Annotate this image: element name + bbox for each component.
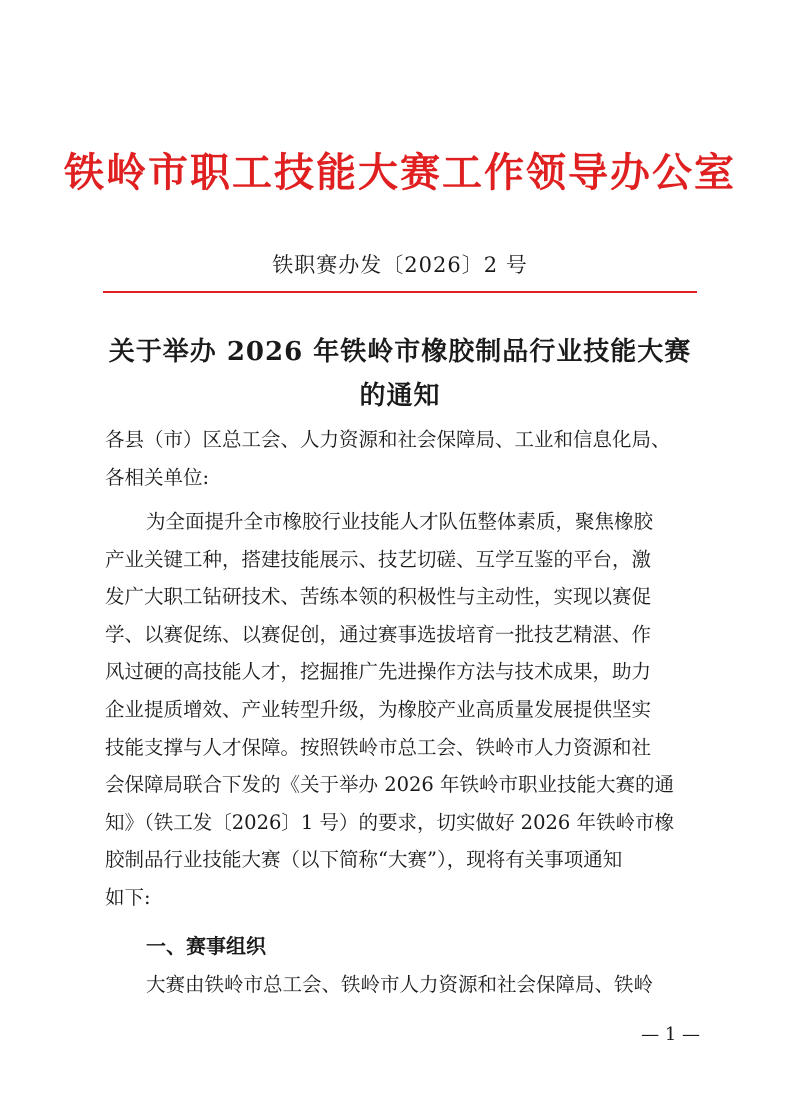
paragraph-line: 知》（铁工发〔2026〕1 号）的要求，切实做好 2026 年铁岭市橡 [105,810,675,834]
addressee-block [105,421,699,496]
paragraph-line: 学、以赛促练、以赛促创，通过赛事选拔培育一批技艺精湛、作 [105,622,652,646]
paragraph-line: 企业提质增效、产业转型升级，为橡胶产业高质量发展提供坚实 [105,697,652,721]
addressee-line: 各县（市）区总工会、人力资源和社会保障局、工业和信息化局、 [105,428,671,451]
paragraph-line: 会保障局联合下发的《关于举办 2026 年铁岭市职业技能大赛的通 [105,773,675,797]
document-number: 铁职赛办发〔2026〕2 号 [272,253,528,277]
section-heading: 一、赛事组织 [146,934,266,958]
body-paragraph [105,503,699,917]
addressee-line: 各相关单位: [105,465,210,489]
notice-title [100,330,700,418]
paragraph-line: 胶制品行业技能大赛（以下简称“大赛”），现将有关事项通知 [105,848,623,872]
notice-title-line: 的通知 [359,381,441,411]
paragraph-line: 风过硬的高技能人才，挖掘推广先进操作方法与技术成果，助力 [105,660,652,684]
red-divider-line [103,291,697,293]
paragraph-line: 为全面提升全市橡胶行业技能人才队伍整体素质，聚焦橡胶 [146,510,654,533]
paragraph-line: 技能支撑与人才保障。按照铁岭市总工会、铁岭市人力资源和社 [105,735,652,759]
notice-title-line: 关于举办 2026 年铁岭市橡胶制品行业技能大赛 [108,337,692,367]
paragraph-line: 产业关键工种，搭建技能展示、技艺切磋、互学互鉴的平台，激 [105,547,652,571]
page-number: — 1 — [641,1024,700,1045]
section-first-line: 大赛由铁岭市总工会、铁岭市人力资源和社会保障局、铁岭 [146,973,654,996]
paragraph-line: 如下: [105,885,151,909]
organization-title: 铁岭市职工技能大赛工作领导办公室 [64,149,736,196]
paragraph-line: 发广大职工钻研技术、苦练本领的积极性与主动性，实现以赛促 [105,585,652,609]
